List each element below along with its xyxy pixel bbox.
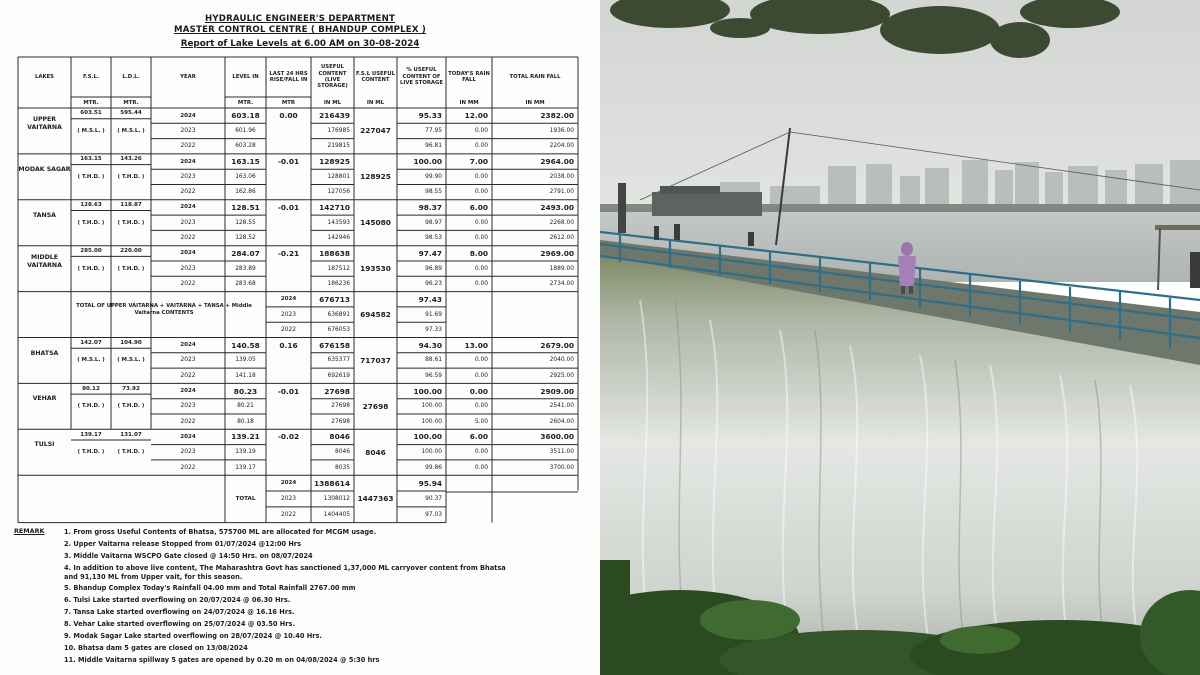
ldl-datum-group2-2: ( T.H.D. ) [117, 449, 145, 456]
today-rainfall-cell: 6.00 [469, 202, 488, 212]
today-rainfall-cell: 0.00 [474, 357, 488, 364]
rise-fall-cell: 0.16 [279, 340, 298, 350]
total-rainfall-cell: 2964.00 [540, 157, 574, 167]
total-percent: 97.03 [425, 511, 442, 518]
total-rainfall-cell: 2040.00 [549, 357, 574, 364]
rise-fall-cell: -0.21 [277, 248, 300, 258]
total-rainfall-cell: 3700.00 [549, 464, 574, 471]
percent-content-cell: 100.00 [421, 418, 442, 425]
percent-content-cell: 98.37 [418, 202, 442, 212]
today-rainfall-cell: 0.00 [474, 403, 488, 410]
fsl-useful-content-group2-0: 717037 [360, 355, 391, 365]
year-cell: 2022 [180, 464, 196, 471]
rise-fall-cell [266, 230, 311, 245]
total-rainfall-cell: 2925.00 [549, 372, 574, 379]
lake-name-group1-1: MODAK SAGAR [18, 165, 71, 173]
fsl-useful-content-group1-3: 193530 [360, 264, 391, 274]
fsl-datum-group1-3: ( T.H.D. ) [77, 265, 105, 272]
level-cell: 128.52 [235, 235, 256, 242]
total-rainfall-cell: 2909.00 [540, 386, 574, 396]
total-rainfall-cell: 2679.00 [540, 340, 574, 350]
rise-fall-cell [266, 353, 311, 368]
fsl-datum-group2-0: ( M.S.L. ) [77, 357, 105, 364]
unit-rain-today: IN MM [459, 99, 479, 106]
useful-content-cell: 692619 [327, 372, 350, 379]
percent-content-cell: 98.55 [425, 189, 442, 196]
ldl-datum-group1-2: ( T.H.D. ) [117, 219, 145, 226]
year-cell: 2024 [180, 204, 196, 211]
fsl-value-group1-2: 128.63 [80, 202, 102, 209]
total-rainfall-cell: 1936.00 [549, 127, 574, 134]
rise-fall-cell: -0.01 [277, 386, 300, 396]
today-rainfall-cell: 0.00 [474, 173, 488, 180]
rise-fall-cell [266, 414, 311, 429]
remark-line: 1. From gross Useful Contents of Bhatsa, 575700 ML are allocated for MCGM usage. [64, 528, 377, 536]
unit-fsl: MTR. [83, 99, 99, 106]
total-rainfall-cell: 2969.00 [540, 248, 574, 258]
year-cell: 2024 [180, 433, 196, 440]
total-rainfall-cell: 2493.00 [540, 202, 574, 212]
unit-rise: MTR [281, 99, 296, 106]
ldl-value-group1-1: 143.26 [120, 156, 142, 163]
header-fsl: F.S.L. [82, 73, 100, 80]
today-rainfall-cell: 8.00 [469, 248, 488, 258]
total-rainfall-cell: 2791.00 [549, 189, 574, 196]
useful-content-cell: 128925 [319, 157, 350, 167]
fsl-useful-content-group2-2: 8046 [365, 447, 386, 457]
today-rainfall-cell: 0.00 [474, 265, 488, 272]
today-rainfall-cell: 0.00 [469, 386, 488, 396]
useful-content-cell: 176985 [327, 127, 350, 134]
today-rainfall-cell: 7.00 [469, 157, 488, 167]
today-rainfall-cell: 0.00 [474, 127, 488, 134]
useful-content-cell: 128801 [327, 173, 350, 180]
fsl-datum-group2-1: ( T.H.D. ) [77, 403, 105, 410]
remark-line: 5. Bhandup Complex Today's Rainfall 04.00 mm and Total Rainfall 2767.00 mm [64, 584, 356, 593]
level-cell: 284.07 [231, 248, 260, 258]
rise-fall-cell: -0.02 [277, 432, 300, 442]
report-date-title: Report of Lake Levels at 6.00 AM on 30-08-2024 [180, 39, 420, 49]
total-rainfall-cell: 1889.00 [549, 265, 574, 272]
total-content: 1404405 [323, 511, 350, 518]
useful-content-cell: 8035 [335, 464, 350, 471]
unit-rain-total: IN MM [525, 99, 545, 106]
useful-content-cell: 676158 [319, 340, 350, 350]
year-cell: 2022 [180, 143, 196, 150]
fsl-datum-group1-2: ( T.H.D. ) [77, 219, 105, 226]
rise-fall-cell: -0.01 [277, 157, 300, 167]
year-cell: 2022 [180, 372, 196, 379]
remark-line: and 91,130 ML from Upper vait, for this season. [64, 572, 243, 581]
rise-fall-cell [266, 368, 311, 383]
useful-content-cell: 187512 [327, 265, 350, 272]
ldl-datum-group1-3: ( T.H.D. ) [117, 265, 145, 272]
level-cell: 80.21 [237, 403, 254, 410]
today-rainfall-cell: 5.00 [474, 418, 488, 425]
today-rainfall-cell: 13.00 [464, 340, 488, 350]
remark-line: 4. In addition to above live content, The Maharashtra Govt has sanctioned 1,37,000 ML carryover content from Bhatsa [64, 563, 506, 572]
level-cell: 128.55 [235, 219, 256, 226]
subtotal-percent: 91.69 [425, 311, 442, 318]
useful-content-cell: 142946 [327, 235, 350, 242]
header-year: YEAR [180, 73, 196, 80]
fsl-value-group1-0: 603.51 [80, 110, 102, 117]
rise-fall-cell [266, 261, 311, 276]
level-cell: 139.19 [235, 449, 256, 456]
total-year: 2022 [281, 511, 296, 518]
useful-content-cell: 27698 [324, 386, 350, 396]
header-ldl: L.D.L. [122, 73, 140, 80]
report-department-title: HYDRAULIC ENGINEER'S DEPARTMENT [204, 14, 396, 24]
fsl-value-group2-2: 139.17 [80, 431, 102, 438]
lake-name-group2-1: VEHAR [32, 395, 57, 403]
level-cell: 163.06 [235, 173, 256, 180]
rise-fall-cell [266, 215, 311, 230]
header-useful: USEFUL CONTENT (LIVE STORAGE) [317, 64, 348, 90]
year-cell: 2022 [180, 418, 196, 425]
year-cell: 2023 [180, 219, 196, 226]
total-rainfall-cell: 3511.00 [549, 449, 574, 456]
fsl-value-group1-1: 163.15 [80, 156, 102, 163]
total-rainfall-cell: 2734.00 [549, 280, 574, 287]
remark-line: 6. Tulsi Lake started overflowing on 20/07/2024 @ 06.30 Hrs. [64, 596, 291, 605]
ldl-value-group2-0: 104.90 [120, 339, 142, 346]
percent-content-cell: 100.00 [421, 403, 442, 410]
header-rain-total: TOTAL RAIN FALL [509, 73, 561, 80]
percent-content-cell: 96.23 [425, 280, 442, 287]
percent-content-cell: 100.00 [421, 449, 442, 456]
level-cell: 603.28 [235, 143, 256, 150]
useful-content-cell: 27698 [331, 403, 350, 410]
level-cell: 141.18 [235, 372, 256, 379]
ldl-datum-group2-1: ( T.H.D. ) [117, 403, 145, 410]
useful-content-cell: 216439 [319, 111, 350, 121]
year-cell: 2024 [180, 342, 196, 349]
rise-fall-cell [266, 185, 311, 200]
ldl-value-group1-2: 118.87 [120, 202, 142, 209]
level-cell: 163.15 [231, 157, 260, 167]
total-rainfall-cell: 2204.00 [549, 143, 574, 150]
useful-content-cell: 143593 [327, 219, 350, 226]
subtotal-year: 2023 [281, 311, 296, 318]
percent-content-cell: 98.97 [425, 219, 442, 226]
dam-overflow-photo [600, 0, 1200, 675]
report-centre-title: MASTER CONTROL CENTRE ( BHANDUP COMPLEX ) [174, 25, 426, 35]
rise-fall-cell [266, 123, 311, 138]
rise-fall-cell [266, 460, 311, 475]
fsl-value-group2-0: 142.07 [80, 339, 102, 346]
today-rainfall-cell: 12.00 [464, 111, 488, 121]
level-cell: 139.21 [231, 432, 260, 442]
fsl-value-group2-1: 80.12 [82, 385, 100, 392]
year-cell: 2023 [180, 357, 196, 364]
percent-content-cell: 77.95 [425, 127, 442, 134]
remark-line: 7. Tansa Lake started overflowing on 24/07/2024 @ 16.16 Hrs. [64, 608, 295, 617]
subtotal-content: 636891 [327, 311, 350, 318]
total-percent: 90.37 [425, 495, 442, 502]
subtotal-year: 2022 [281, 326, 296, 333]
fsl-value-group1-3: 285.00 [80, 248, 102, 255]
today-rainfall-cell: 0.00 [474, 372, 488, 379]
percent-content-cell: 96.59 [425, 372, 442, 379]
rise-fall-cell: 0.00 [279, 111, 298, 121]
lake-name-group1-3: MIDDLE VAITARNA [27, 253, 62, 269]
subtotal-percent: 97.43 [418, 294, 442, 304]
total-rainfall-cell: 3600.00 [540, 432, 574, 442]
header-fsl-useful: F.S.L USEFUL CONTENT [356, 70, 395, 83]
lake-name-group1-0: UPPER VAITARNA [27, 116, 62, 132]
percent-content-cell: 99.90 [425, 173, 442, 180]
fsl-datum-group1-1: ( T.H.D. ) [77, 173, 105, 180]
percent-content-cell: 100.00 [413, 157, 442, 167]
percent-content-cell: 95.33 [418, 111, 442, 121]
today-rainfall-cell: 0.00 [474, 449, 488, 456]
total-label: TOTAL [235, 495, 256, 502]
ldl-value-group1-3: 220.00 [120, 248, 142, 255]
level-cell: 80.18 [237, 418, 254, 425]
useful-content-cell: 219815 [327, 143, 350, 150]
percent-content-cell: 88.61 [425, 357, 442, 364]
today-rainfall-cell: 0.00 [474, 280, 488, 287]
useful-content-cell: 188638 [319, 248, 350, 258]
rise-fall-cell [266, 399, 311, 414]
percent-content-cell: 96.89 [425, 265, 442, 272]
ldl-value-group2-1: 73.92 [122, 385, 140, 392]
year-cell: 2023 [180, 265, 196, 272]
unit-ldl: MTR. [123, 99, 139, 106]
subtotal-label: TOTAL OF UPPER VAITARNA + VAITARNA + TANSA + Middle Vaitarna CONTENTS [76, 303, 252, 316]
level-cell: 139.05 [235, 357, 256, 364]
rise-fall-cell [266, 276, 311, 291]
ldl-datum-group1-0: ( M.S.L. ) [117, 127, 145, 134]
year-cell: 2022 [180, 189, 196, 196]
year-cell: 2024 [180, 112, 196, 119]
total-rainfall-cell: 2612.00 [549, 235, 574, 242]
ldl-value-group1-0: 595.44 [120, 110, 142, 117]
total-content: 1388614 [314, 478, 350, 488]
percent-content-cell: 97.47 [418, 248, 442, 258]
useful-content-cell: 8046 [335, 449, 350, 456]
total-capacity: 1447363 [357, 494, 394, 504]
today-rainfall-cell: 0.00 [474, 464, 488, 471]
year-cell: 2022 [180, 280, 196, 287]
ldl-datum-group1-1: ( T.H.D. ) [117, 173, 145, 180]
unit-level: MTR. [237, 99, 254, 106]
total-year: 2023 [281, 495, 296, 502]
header-rise: LAST 24 HRS RISE/FALL IN [269, 70, 308, 83]
year-cell: 2023 [180, 403, 196, 410]
remarks-title: REMARK [14, 527, 45, 535]
ldl-value-group2-2: 131.07 [120, 431, 142, 438]
percent-content-cell: 94.30 [418, 340, 442, 350]
shelter-roof [1155, 225, 1200, 230]
level-cell: 283.89 [235, 265, 256, 272]
total-rainfall-cell: 2038.00 [549, 173, 574, 180]
fsl-datum-group1-0: ( M.S.L. ) [77, 127, 105, 134]
fsl-useful-content-group1-2: 145080 [360, 218, 391, 228]
lake-name-group2-2: TULSI [34, 441, 55, 449]
today-rainfall-cell: 0.00 [474, 235, 488, 242]
level-cell: 601.96 [235, 127, 256, 134]
remark-line: 9. Modak Sagar Lake started overflowing on 28/07/2024 @ 10.40 Hrs. [64, 632, 322, 640]
year-cell: 2024 [180, 388, 196, 395]
useful-content-cell: 142710 [319, 202, 350, 212]
rise-fall-cell: -0.01 [277, 202, 300, 212]
total-rainfall-cell: 2604.00 [549, 418, 574, 425]
dam-photo-illustration [600, 0, 1200, 675]
header-pct: % USEFUL CONTENT OF LIVE STORAGE [400, 67, 443, 87]
useful-content-cell: 186236 [327, 280, 350, 287]
header-rain-today: TODAY'S RAIN FALL [448, 70, 490, 83]
unit-fsl-useful: IN ML [366, 99, 385, 106]
total-percent: 95.94 [418, 478, 442, 488]
remarks-section [0, 522, 600, 675]
level-cell: 128.51 [231, 202, 260, 212]
fsl-useful-content-group2-1: 27698 [362, 401, 389, 411]
level-cell: 283.68 [235, 280, 256, 287]
lake-name-group2-0: BHATSA [30, 349, 59, 357]
lake-name-group1-2: TANSA [33, 211, 56, 219]
remark-line: 2. Upper Vaitarna release Stopped from 01/07/2024 @12:00 Hrs [64, 539, 302, 548]
level-cell: 139.17 [235, 464, 256, 471]
rise-fall-cell [266, 169, 311, 184]
percent-content-cell: 96.81 [425, 143, 442, 150]
fsl-useful-content-group1-1: 128925 [360, 172, 391, 182]
remark-line: 11. Middle Vaitarna spillway 5 gates are opened by 0.20 m on 04/08/2024 @ 5:30 hrs [64, 655, 380, 664]
level-cell: 603.18 [231, 111, 260, 121]
remark-line: 3. Middle Vaitarna WSCPO Gate closed @ 14:50 Hrs. on 08/07/2024 [64, 551, 313, 560]
year-cell: 2023 [180, 127, 196, 134]
today-rainfall-cell: 6.00 [469, 432, 488, 442]
rise-fall-cell [266, 445, 311, 460]
year-cell: 2023 [180, 449, 196, 456]
header-level: LEVEL IN [232, 73, 259, 80]
percent-content-cell: 98.53 [425, 235, 442, 242]
header-lakes: LAKES [34, 73, 54, 80]
today-rainfall-cell: 0.00 [474, 219, 488, 226]
percent-content-cell: 100.00 [413, 432, 442, 442]
total-content: 1308012 [323, 495, 350, 502]
percent-content-cell: 99.86 [425, 464, 442, 471]
total-rainfall-cell: 2382.00 [540, 111, 574, 121]
subtotal-content: 676713 [319, 294, 350, 304]
remark-line: 10. Bhatsa dam 5 gates are closed on 13/08/2024 [64, 643, 248, 652]
subtotal-capacity: 694582 [360, 310, 391, 320]
level-cell: 80.23 [233, 386, 258, 396]
remark-line: 8. Vehar Lake started overflowing on 25/07/2024 @ 03.50 Hrs. [64, 620, 295, 629]
year-cell: 2022 [180, 235, 196, 242]
total-year: 2024 [280, 480, 297, 487]
today-rainfall-cell: 0.00 [474, 189, 488, 196]
useful-content-cell: 27698 [331, 418, 350, 425]
fsl-useful-content-group1-0: 227047 [360, 126, 391, 136]
level-cell: 162.86 [235, 189, 256, 196]
useful-content-cell: 127056 [327, 189, 350, 196]
subtotal-year: 2024 [280, 296, 297, 303]
useful-content-cell: 635377 [327, 357, 350, 364]
unit-useful: IN ML [323, 99, 342, 106]
percent-content-cell: 100.00 [413, 386, 442, 396]
subtotal-percent: 97.33 [425, 326, 442, 333]
total-rainfall-cell: 2268.00 [549, 219, 574, 226]
level-cell: 140.58 [231, 340, 260, 350]
year-cell: 2024 [180, 250, 196, 257]
year-cell: 2023 [180, 173, 196, 180]
today-rainfall-cell: 0.00 [474, 143, 488, 150]
ldl-datum-group2-0: ( M.S.L. ) [117, 357, 145, 364]
useful-content-cell: 8046 [329, 432, 350, 442]
total-rainfall-cell: 2541.00 [549, 403, 574, 410]
fsl-datum-group2-2: ( T.H.D. ) [77, 449, 105, 456]
subtotal-content: 676053 [327, 326, 350, 333]
rise-fall-cell [266, 139, 311, 154]
year-cell: 2024 [180, 158, 196, 165]
